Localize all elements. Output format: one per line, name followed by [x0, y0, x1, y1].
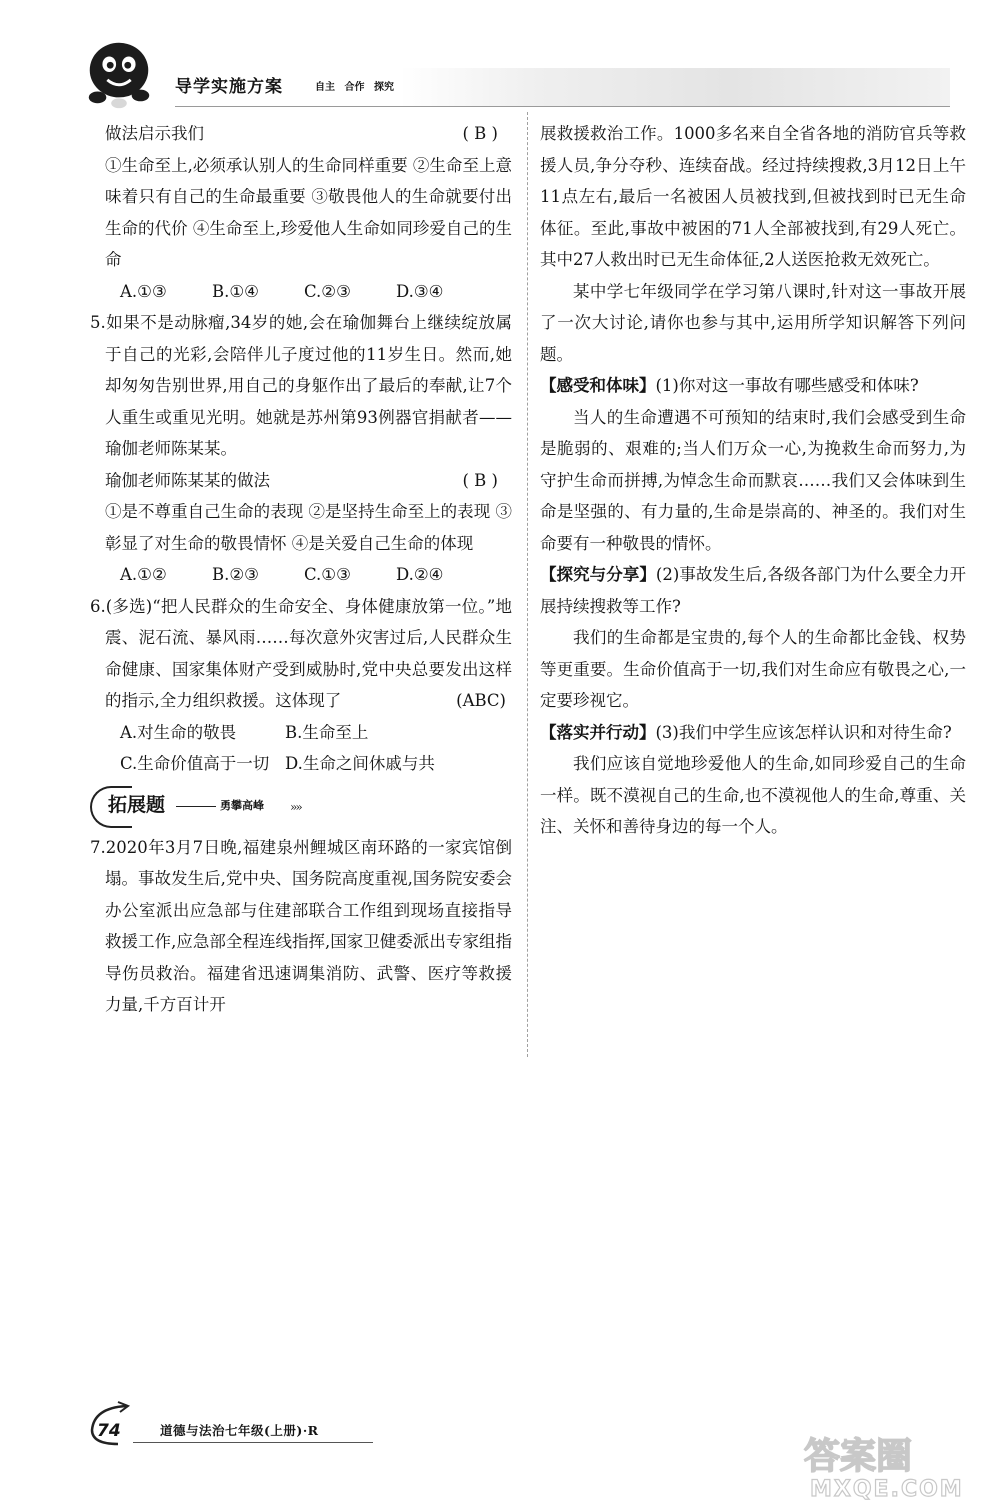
- q7-intro: 某中学七年级同学在学习第八课时,针对这一事故开展了一次大讨论,请你也参与其中,运用所学知识解答下列问题。: [540, 281, 966, 364]
- q6-options-row2: [90, 748, 512, 780]
- part3-question: [540, 717, 966, 749]
- q4-options: [90, 276, 512, 308]
- page-header: [70, 30, 950, 110]
- part3-tag: 【落实并行动】: [540, 722, 656, 742]
- watermark-url: MXQE.COM: [810, 1477, 964, 1502]
- watermark-logo: [800, 1430, 990, 1502]
- q6-option-d: D.生命之间休戚与共: [285, 754, 435, 773]
- mascot-logo-icon: [80, 35, 158, 113]
- part1-question: [540, 370, 966, 402]
- q7-text-start: 7.2020年3月7日晚,福建泉州鲤城区南环路的一家宾馆倒塌。事故发生后,党中央、国务院高度重视,国务院安委会办公室派出应急部与住建部联合工作组到现场直接指导救援工作,应急部全程连线指挥,国家卫健委派出专家组指导伤员救治。福建省迅速调集消防、武警、医疗等救援力量,千方百计开: [90, 837, 512, 1014]
- q6-option-c: C.生命价值高于一切: [120, 754, 270, 773]
- book-title: 道德与法治七年级(上册)·R: [160, 1423, 319, 1438]
- q6-text: [90, 591, 512, 717]
- q5-stem: 瑜伽老师陈某某的做法: [105, 470, 270, 490]
- part3-question-text: (3)我们中学生应该怎样认识和对待生命?: [655, 722, 952, 742]
- q5-option-c: C.①③: [304, 565, 351, 584]
- q4-option-b: B.①④: [212, 281, 259, 301]
- watermark-text: 答案圈: [804, 1436, 913, 1477]
- extension-title: 拓展题: [108, 793, 166, 816]
- q5-option-a: A.①②: [120, 565, 167, 584]
- q5-answer: ( B ): [462, 470, 498, 490]
- extension-subtitle: 勇攀高峰: [220, 798, 264, 812]
- q6-answer: (ABC): [456, 691, 506, 710]
- column-divider: [527, 112, 528, 1057]
- extension-section-header: [90, 784, 512, 832]
- footer-divider: [133, 1442, 373, 1443]
- q5-option-d: D.②④: [396, 565, 444, 584]
- q4-option-d: D.③④: [396, 281, 444, 301]
- part3-answer: 我们应该自觉地珍爱他人的生命,如同珍爱自己的生命一样。既不漠视自己的生命,也不漠视他人的生命,尊重、关注、关怀和善待身边的每一个人。: [540, 754, 966, 836]
- q5-text: 5.如果不是动脉瘤,34岁的她,会在瑜伽舞台上继续绽放属于自己的光彩,会陪伴儿子度过他的11岁生日。然而,她却匆匆告别世界,用自己的身躯作出了最后的奉献,让7个人重生或重见光明。她就是苏州第93例器官捐献者——瑜伽老师陈某某。: [90, 313, 512, 458]
- part1-tag: 【感受和体味】: [540, 376, 656, 395]
- q6-stem: 6.(多选)“把人民群众的生命安全、身体健康放第一位。”地震、泥石流、暴风雨……每次意外灾害过后,人民群众生命健康、国家集体财产受到威胁时,党中央总要发出这样的指示,全力组织救援。这体现了: [90, 596, 512, 710]
- q6-options-row1: [90, 717, 512, 749]
- q5-options: [90, 559, 512, 591]
- header-title: 导学实施方案: [175, 77, 283, 97]
- q5-statements: ①是不尊重自己生命的表现 ②是坚持生命至上的表现 ③彰显了对生命的敬畏情怀 ④是关爱自己生命的体现: [105, 502, 512, 553]
- header-divider: [175, 106, 950, 107]
- q6-option-a: A.对生命的敬畏: [120, 722, 237, 742]
- q4-stem-row: [90, 118, 512, 150]
- extension-chevrons-icon: »»: [290, 799, 301, 814]
- part2-question-text: (2)事故发生后,各级各部门为什么要全力开展持续搜救等工作?: [540, 565, 966, 616]
- header-band: [400, 68, 950, 106]
- extension-dash: [176, 806, 216, 807]
- q5-option-b: B.②③: [212, 565, 259, 584]
- page-number: 74: [97, 1421, 121, 1441]
- right-column: [540, 118, 966, 843]
- left-column: [90, 118, 512, 1021]
- q5-stem-row: [90, 465, 512, 497]
- q4-option-c: C.②③: [304, 281, 351, 301]
- q7-text-continued: 展救援救治工作。1000多名来自全省各地的消防官兵等救援人员,争分夺秒、连续奋战。经过持续搜救,3月12日上午11点左右,最后一名被困人员被找到,但被找到时已无生命体征。至此,事故中被困的71人全部被找到,有29人死亡。其中27人救出时已无生命体征,2人送医抢救无效死亡。: [540, 124, 966, 269]
- part2-question: [540, 559, 966, 622]
- part2-tag: 【探究与分享】: [540, 565, 656, 584]
- page-footer: [88, 1400, 388, 1450]
- part1-question-text: (1)你对这一事故有哪些感受和体味?: [655, 376, 919, 395]
- q4-stem: 做法启示我们: [105, 124, 204, 143]
- q6-option-b: B.生命至上: [285, 722, 369, 742]
- q4-option-a: A.①③: [120, 281, 167, 301]
- q4-answer: ( B ): [462, 124, 498, 143]
- header-subtitle: 自主 合作 探究: [315, 82, 394, 93]
- part1-answer: 当人的生命遭遇不可预知的结束时,我们会感受到生命是脆弱的、艰难的;当人们万众一心,为挽救生命而努力,为守护生命而拼搏,为悼念生命而默哀……我们又会体味到生命是坚强的、有力量的,生命是崇高的、神圣的。我们对生命要有一种敬畏的情怀。: [540, 407, 966, 553]
- q4-statements: ①生命至上,必须承认别人的生命同样重要 ②生命至上意味着只有自己的生命最重要 ③敬畏他人的生命就要付出生命的代价 ④生命至上,珍爱他人生命如同珍爱自己的生命: [105, 155, 512, 269]
- part2-answer: 我们的生命都是宝贵的,每个人的生命都比金钱、权势等更重要。生命价值高于一切,我们对生命应有敬畏之心,一定要珍视它。: [540, 628, 966, 710]
